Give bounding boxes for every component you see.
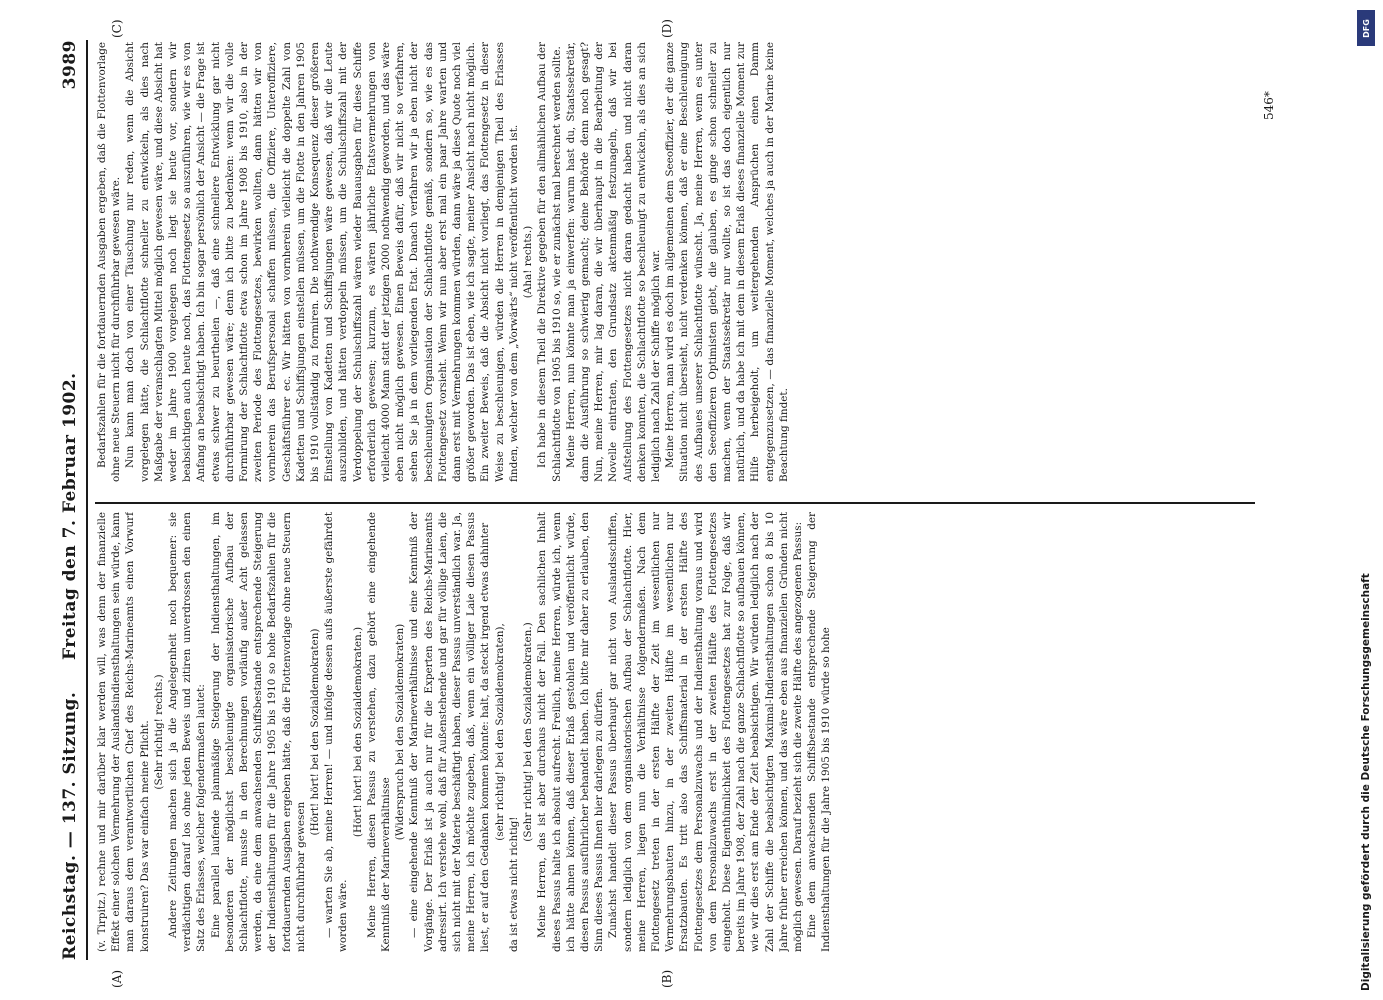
paragraph: Ich habe in diesem Theil die Direktive gegeben für den allmählichen Aufbau der Schlachtflotte von 1905 bis 1910 so, wie er zunächst mal berechnet werden sollte. xyxy=(536,42,563,482)
header-session: Reichstag. — 137. Sitzung. xyxy=(60,691,80,960)
paragraph: (Sehr richtig! bei den Sozialdemokraten.) xyxy=(522,622,535,842)
paragraph: (v. Tirpitz.) rechne und mir darüber klar werden will, was denn der finanzielle Effekt einer solchen Vermehrung der Auslandsindiensthaltungen sein würde, kann man daraus dem verantwortlichen Chef des Reichs-Marineamts einen Vorwurf konstruiren? Das war einfach meine Pflicht. xyxy=(96,512,151,952)
paragraph: (Sehr richtig! rechts.) xyxy=(152,674,165,790)
header-page-number: 3989 xyxy=(60,40,80,90)
paragraph: — warten Sie ab, meine Herren! — und infolge dessen aufs äußerste gefährdet worden wäre. xyxy=(323,512,350,952)
page-header xyxy=(58,40,88,960)
left-text-column xyxy=(95,512,1265,952)
paragraph: (Hört! hört! bei den Sozialdemokraten.) xyxy=(351,626,364,838)
paragraph: Meine Herren, das ist aber durchaus nicht der Fall. Den sachlichen Inhalt dieses Passus halte ich absolut aufrecht. Freilich, meine Herren, würde ich, wenn ich hätte ahnen können, daß dieser Erlaß gestohlen und veröffentlicht würde, diesen Passus ausführlicher behandelt haben. Ich bitte mir daher zu erlauben, den Sinn dieses Passus Ihnen hier darlegen zu dürfen. xyxy=(536,512,606,952)
dfg-logo-text: DFG xyxy=(1361,18,1371,38)
paragraph: Eine dem anwachsenden Schiffsbestande entsprechende Steigerung der Indiensthaltungen für die Jahre 1905 bis 1910 würde so hohe xyxy=(806,512,833,952)
page-signature: 546* xyxy=(1262,91,1276,120)
paragraph: Meine Herren, nun könnte man ja einwerfen: warum hast du, Staatssekretär, dann die Ausführung so schwierig gemacht; deine Behörde denn noch gesagt? Nun, meine Herren, mir lag daran, die wir überhaupt in die Bearbeitung der Novelle eintraten, den Grundsatz aktenmäßig festzunageln, daß wir bei Aufstellung des Flottengesetzes nicht daran gedacht haben und nicht daran denken konnten, die Schlachtflotte so beschleunigt zu entwickeln, als dies an sich lediglich nach Zahl der Schiffe möglich war. xyxy=(564,42,662,482)
header-date: Freitag den 7. Februar 1902. xyxy=(60,372,80,660)
paragraph: Eine parallel laufende planmäßige Steigerung der Indiensthaltungen, im besonderen der möglichst beschleunigte organisatorische Aufbau der Schlachtflotte, musste in den Berechnungen vorläufig außer Acht gelassen werden, da eine dem anwachsenden Schiffsbestande entsprechende Steigerung der Indiensthaltungen für die Jahre 1905 bis 1910 so hohe Bedarfszahlen für die fortdauernden Ausgaben ergeben hätte, daß die Flottenvorlage ohne neue Steuern nicht durchführbar gewesen xyxy=(209,512,307,952)
margin-mark-c: (C) xyxy=(110,19,124,38)
paragraph: (Aha! rechts.) xyxy=(522,225,535,299)
margin-mark-d: (D) xyxy=(660,19,674,38)
paragraph: Andere Zeitungen machen sich ja die Angelegenheit noch bequemer: sie verdächtigen darauf los ohne jeden Beweis und zitiren unverdrossen den einen Satz des Erlasses, welcher folgendermaßen lautet: xyxy=(167,512,208,952)
column-divider xyxy=(95,502,1255,504)
margin-mark-b: (B) xyxy=(660,969,674,988)
paragraph: (Hört! hört! bei den Sozialdemokraten) xyxy=(309,628,322,836)
right-text-column xyxy=(95,42,1265,482)
paragraph: Meine Herren, man wird es doch im allgemeinen dem Seeoffizier, der die ganze Situation nicht übersieht, nicht verdenken können, daß er eine Beschleunigung des Aufbaues unserer Schlachtflotte wünscht. Ja, meine Herren, wenn es unter den Seeoffizieren Optimisten giebt, die glauben, es ginge schon schneller zu machen, wenn der Staatssekretär nur wollte, so ist das doch eigentlich nur natürlich, und da habe ich mit dem in diesem Erlaß dieses finanzielle Moment zur Hilfe herbeigeholt, um weitergehenden Ansprüchen einen Damm entgegenzusetzen, — das finanzielle Moment, welches ja auch in der Marine keine Beachtung findet. xyxy=(664,42,790,482)
paragraph: (Widerspruch bei den Sozialdemokraten) xyxy=(394,623,407,841)
paragraph: da ist etwas nicht richtig! xyxy=(507,816,520,952)
margin-mark-a: (A) xyxy=(110,969,124,988)
paragraph: Nun kann man doch von einer Täuschung nur reden, wenn die Absicht vorgelegen hätte, die Schlachtflotte schneller zu entwickeln, als dies nach Maßgabe der veranschlagten Mittel möglich gewesen wäre, und diese Absicht hat weder im Jahre 1900 vorgelegen noch liegt sie heute vor, sondern wir beabsichtigen auch heute noch, das Flottengesetz so auszuführen, wie wir es von Anfang an beabsichtigt haben. Ich bin sogar persönlich der Ansicht — die Frage ist etwas schwer zu beurtheilen —, daß eine schnellere Entwicklung gar nicht durchführbar gewesen wäre; denn ich bitte zu bedenken: wenn wir die volle Formirung der Schlachtflotte etwa schon im Jahre 1908 bis 1910, also in der zweiten Periode des Flottengesetzes, bewirken wollten, dann hätten wir von vornherein das Berufspersonal schaffen müssen, die Offiziere, Unteroffiziere, Geschäftsführer ec. Wir hätten von vornherein vielleicht die doppelte Zahl von Kadetten und Schiffsjungen einstellen müssen, um die Flotte in den Jahren 1905 bis 1910 vollständig zu formiren. Die nothwendige Konsequenz dieser größeren Einstellung von Kadetten und Schiffsjungen wäre gewesen, daß wir die Leute auszubilden, und hätten verdoppeln müssen, um die Schulschiffszahl mit der Verdoppelung der Schulschiffszahl wären wieder Bauausgaben für diese Schiffe erforderlich gewesen; kurzum, es wären jährliche Etatsvermehrungen von vielleicht 4000 Mann statt der jetzigen 2000 nothwendig geworden, und das wäre eben nicht möglich gewesen. Einen Beweis dafür, daß wir nicht so verfahren, sehen Sie ja in dem vorliegenden Etat. Danach verfahren wir ja eben nicht der beschleunigten Organisation der Schlachtflotte gemäß, sondern so, wie es das Flottengesetz vorsieht. Wenn wir nun aber erst mal ein paar Jahre warten und dann erst mit Vermehrungen kommen würden, dann wäre ja diese Quote noch viel größer geworden. Das ist eben, wie ich sagte, meiner Ansicht nach nicht möglich. Ein zweiter Beweis, daß die Absicht nicht vorliegt, das Flottengesetz in dieser Weise zu beschleunigen, würden die Herren in demjenigen Theil des Erlasses finden, welcher von dem „Vorwärts“ nicht veröffentlicht worden ist. xyxy=(124,42,520,482)
paragraph: (sehr richtig! bei den Sozialdemokraten), xyxy=(493,623,506,841)
dfg-logo xyxy=(1357,10,1375,46)
paragraph: Bedarfszahlen für die fortdauernden Ausgaben ergeben, daß die Flottenvorlage ohne neue Steuern nicht für durchführbar gewesen wäre. xyxy=(96,42,123,482)
paragraph: Zunächst handelt dieser Passus überhaupt gar nicht von Auslandsschiffen, sondern lediglich von dem organisatorischen Aufbau der Schlachtflotte. Hier, meine Herren, liegen nun die Verhältnisse folgendermaßen. Nach dem Flottengesetz treten in der ersten Hälfte der Zeit im wesentlichen nur Vermehrungsbauten hinzu, in der zweiten Hälfte im wesentlichen nur Ersatzbauten. Es tritt also das Schiffsmaterial in der ersten Hälfte des Flottengesetzes dem Personalzuwachs und der Indiensthaltung voraus und wird von dem Personalzuwachs erst in der zweiten Hälfte des Flottengesetzes eingeholt. Diese Eigenthümlichkeit des Flottengesetzes hat zur Folge, daß wir bereits im Jahre 1908, der Zahl nach die ganze Schlachtflotte so aufbauen können, wie wir dies erst am Ende der Zeit beabsichtigen. Wir würden lediglich nach der Zahl der Schiffe die beabsichtigten Maximal-Indiensthaltungen schon 8 bis 10 Jahre früher erreichen können, und das wäre eben aus finanziellen Gründen nicht möglich gewesen. Darauf bezieht sich die zweite Hälfte des angezogenen Passus: xyxy=(607,512,804,952)
digitization-note xyxy=(1355,6,1377,991)
funding-note-text: Digitalisierung gefördert durch die Deutsche Forschungsgemeinschaft xyxy=(1360,573,1372,991)
paragraph: Meine Herren, diesen Passus zu verstehen, dazu gehört eine eingehende Kenntniß der Marineverhältnisse xyxy=(365,512,393,952)
paragraph: — eine eingehende Kenntniß der Marineverhältnisse und eine Kenntniß der Vorgänge. Der Erlaß ist ja auch nur für die Experten des Reichs-Marineamts adressirt. Ich verstehe wohl, daß für Außenstehende und gar für völlige Laien, die sich nicht mit der Materie beschäftigt haben, dieser Passus unverständlich war. Ja, meine Herren, ich möchte zugeben, daß, wenn ein völliger Laie diesen Passus liest, er auf den Gedanken kommen könnte: halt, da steckt irgend etwas dahinter xyxy=(408,512,492,952)
